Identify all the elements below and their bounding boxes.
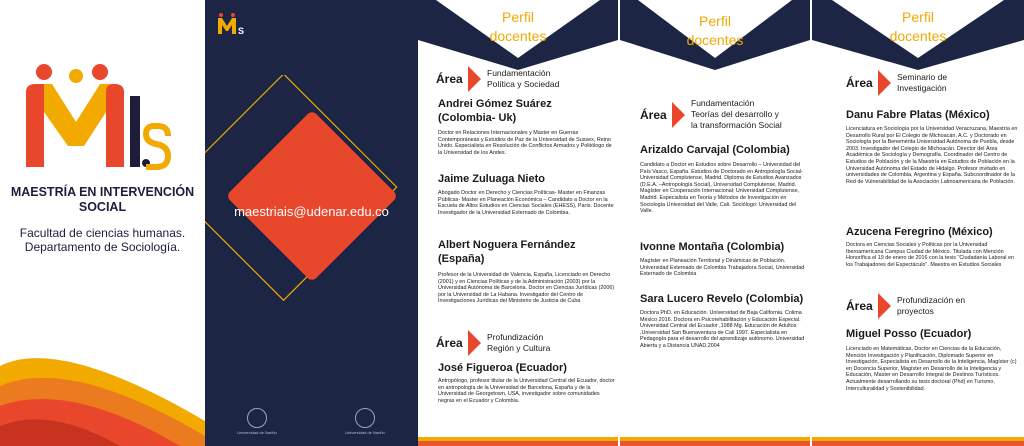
area-text — [897, 72, 947, 94]
area-profundizacion-region — [436, 330, 550, 356]
triangle-icon — [672, 102, 685, 128]
decorative-waves — [0, 326, 205, 446]
area-line: Investigación — [897, 83, 947, 93]
svg-text:S: S — [238, 26, 245, 36]
teacher-name — [438, 238, 576, 266]
header-line1: Perfil — [902, 9, 934, 25]
area-text — [691, 98, 782, 131]
bottom-stripe — [620, 434, 810, 446]
area-line: Teorías del desarrollo y — [691, 109, 779, 119]
area-label: Área — [846, 76, 873, 90]
seal-left-label: Universidad de Nariño — [237, 430, 277, 435]
profile-panel-a — [418, 0, 618, 446]
area-label: Área — [846, 299, 873, 313]
area-text — [897, 295, 965, 317]
teacher-name: Arizaldo Carvajal (Colombia) — [640, 144, 790, 156]
header-line2: docentes — [686, 32, 744, 48]
teacher-name: Ivonne Montaña (Colombia) — [640, 241, 785, 253]
header-line1: Perfil — [699, 13, 731, 29]
bottom-stripe — [812, 434, 1024, 446]
area-text — [487, 68, 559, 90]
teacher-name-line: Albert Noguera Fernández — [438, 239, 576, 251]
area-line: Profundización — [487, 332, 544, 342]
triangle-icon — [468, 330, 481, 356]
triangle-icon — [878, 293, 891, 319]
header-line1: Perfil — [502, 9, 534, 25]
area-seminario — [846, 70, 947, 96]
teacher-name: Jaime Zuluaga Nieto — [438, 173, 545, 185]
contact-email[interactable]: maestriais@udenar.edu.co — [234, 204, 389, 219]
area-line: Fundamentación — [487, 68, 551, 78]
decorative-diamonds — [205, 75, 418, 365]
seal-right-label: Universidad de Nariño — [345, 430, 385, 435]
teacher-name: José Figueroa (Ecuador) — [438, 362, 567, 374]
panel-b-header — [620, 12, 810, 50]
teacher-bio: Licenciatura en Sociología por la Universidad Veracruzana, Maestría en Desarrollo Rural por El Colegio de Michoacán, A.C. y Doctorado en Sociología por la Benemérita Universidad Autónoma de Puebla, desde 2003. Investigador del Colegio de Michoacán. Director del Área Académica de Sociología y Demografía. Coordinador del Centro de Estudios de Población y de la Maestría en Estudios de Población en la Universidad Autónoma del Estado de Hidalgo. Profesor invitado en universidades de Colombia, Argentina y España. Subcoordinador de la Red de Vulnerabilidad de la Asociación Latinoamericana de Población. — [846, 126, 1018, 185]
header-line2: docentes — [889, 28, 947, 44]
area-label: Área — [436, 72, 463, 86]
teacher-bio: Abogado Doctor en Derecho y Ciencias Políticas- Master en Finanzas Públicas- Master en Planeación Económica – Candidato a Doctor en la Escuela de Altos Estudios en Ciencias Sociales (EHESS), París. Docente Investigador de la Universidad Externado de Colombia. — [438, 190, 614, 216]
program-title: MAESTRÍA EN INTERVENCIÓN SOCIAL — [10, 185, 195, 214]
profile-panel-c — [812, 0, 1024, 446]
teacher-bio: Doctora PhD. en Educación. Universidad de Baja California. Colima México 2016. Doctora en Psicorehabilitación y Educación Especial. Universidad Central del Ecuador ,1988 Mg. Educación de Adultos ,Universidad San Buenaventura de Cali 1997. Especialista en Pedagogía para el desarrollo del aprendizaje autónomo. Universidad Abierta y a Distancia UNAD,2004 — [640, 310, 805, 349]
area-line: Política y Sociedad — [487, 79, 560, 89]
teacher-bio: Candidato a Doctor en Estudios sobre Desarrollo – Universidad del País Vasco, España. Estudios de Doctorado en Antropología Social- Universidad Complutense, Madrid. Diploma de Estudios Avanzados (D.E.A. –Antropología Social), Universidad Complutense, Madrid. Magíster en Cooperación Internacional: Universidad Complutense, Madrid. Especialista en Teoría y Métodos de Investigación en Sociología Universidad del Valle, Cali. Sociólogo: Universidad del Valle. — [640, 162, 803, 215]
teacher-bio: Doctora en Ciencias Sociales y Políticas por la Universidad Iberoamericana Campus Ciudad de México. Titulada con Mención Honorífica el 19 de enero de 2016 con la tesis "Ciudadanía Laboral en los Trabajadores del Espectáculo". Maestra en Estudios Sociales — [846, 242, 1014, 268]
mis-mini-logo — [217, 12, 247, 36]
teacher-bio: Licenciado en Matemáticas, Doctor en Ciencias de la Educación, Mención Investigación y Planificación, Diplomado Superior en Investigación, Especialista en Desarrollo de la Inteligencia, Magíster (c) en Docencia Superior, Magíster en Desarrollo de la Inteligencia y Educación, Master en Desarrollo Integral de Destinos Turísticos. Actualmente desarrollando su tesis doctoral (Phd) en Turismo, Interculturalidad y Sostenibilidad. — [846, 346, 1017, 392]
area-label: Área — [436, 336, 463, 350]
triangle-icon — [878, 70, 891, 96]
area-fundamentacion-desarrollo — [640, 98, 782, 131]
area-text — [487, 332, 550, 354]
area-line: la transformación Social — [691, 120, 782, 130]
university-seal-right — [355, 408, 375, 428]
area-line: Profundización en — [897, 295, 966, 305]
contact-panel — [205, 0, 418, 446]
faculty-subtitle — [0, 226, 205, 254]
teacher-bio: Doctor en Relaciones Internacionales y Master en Guerras Contemporáneas y Estudios de Paz de la Universidad de Sussex, Reino Unido. Especialista en Resolución de Conflictos Armados y Politólogo de la Universidad de los Andes. — [438, 130, 612, 156]
area-label: Área — [640, 107, 667, 122]
teacher-country: (España) — [438, 253, 485, 265]
area-profundizacion-proyectos — [846, 293, 965, 319]
bottom-stripe — [418, 434, 618, 446]
panel-c-header — [812, 8, 1024, 46]
triangle-icon — [468, 66, 481, 92]
department-line: Departamento de Sociología. — [24, 240, 181, 254]
area-fundamentacion-politica — [436, 66, 559, 92]
university-seal-left — [247, 408, 267, 428]
header-line2: docentes — [489, 28, 547, 44]
profile-panel-b — [620, 0, 810, 446]
teacher-name: Sara Lucero Revelo (Colombia) — [640, 293, 804, 305]
mis-logo — [22, 62, 172, 172]
teacher-name: Miguel Posso (Ecuador) — [846, 328, 972, 340]
teacher-bio: Magíster en Planeación Territorial y Dinámicas de Población. Universidad Externado de Colombia Trabajadora Social, Universidad Externado de Colombia — [640, 258, 805, 278]
cover-panel — [0, 0, 205, 446]
teacher-name: Danu Fabre Platas (México) — [846, 109, 990, 121]
area-line: Región y Cultura — [487, 343, 551, 353]
area-line: Fundamentación — [691, 98, 755, 108]
teacher-bio: Profesor de la Universidad de Valencia, España, Licenciado en Derecho (2001) y en Ciencias Políticas y de la Administración (2003) por la Universidad Autónoma de Barcelona. Doctor en Ciencias Jurídicas (2006) por la Universidad de La Habana. Investigador del Centro de Investigaciones Jurídicas del Ministerio de Justicia de Cuba — [438, 272, 615, 305]
area-line: Seminario de — [897, 72, 948, 82]
teacher-name: Azucena Feregrino (México) — [846, 226, 993, 238]
teacher-country: (Colombia- Uk) — [438, 112, 517, 124]
teacher-bio: Antropólogo, profesor titular de la Universidad Central del Ecuador, doctor en antropología de la Universidad de Barcelona, España y de la Universidad de Georgetown, USA, investigador sobre comunidades negras en el Ecuador y Colombia. — [438, 378, 615, 404]
faculty-line: Facultad de ciencias humanas. — [19, 226, 186, 240]
teacher-name-line: Andrei Gómez Suárez — [438, 98, 552, 110]
teacher-name — [438, 97, 552, 125]
panel-a-header — [418, 8, 618, 46]
area-line: proyectos — [897, 306, 934, 316]
